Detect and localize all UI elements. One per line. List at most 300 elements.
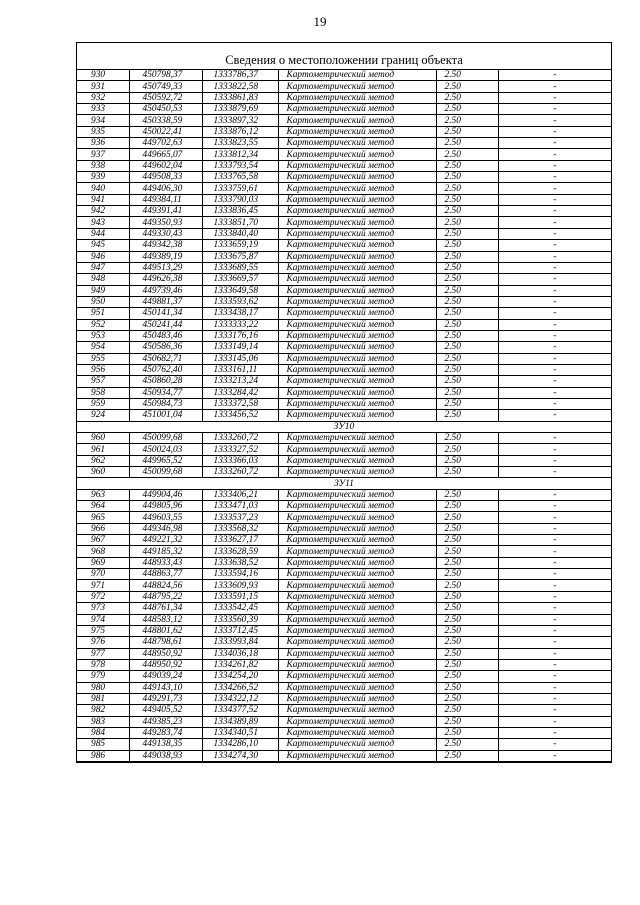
method-cell: Картометрический метод (278, 206, 436, 217)
table-row (77, 285, 611, 296)
y-coordinate-cell: 1333823,55 (202, 138, 278, 149)
point-number-cell: 933 (77, 104, 129, 115)
x-coordinate-cell: 449603,55 (129, 512, 202, 523)
x-coordinate-cell: 450099,68 (129, 433, 202, 444)
extra-info-cell: - (498, 591, 611, 602)
method-cell: Картометрический метод (278, 376, 436, 387)
extra-info-cell: - (498, 739, 611, 750)
y-coordinate-cell: 1333759,61 (202, 183, 278, 194)
y-coordinate-cell: 1333327,52 (202, 444, 278, 455)
method-cell: Картометрический метод (278, 172, 436, 183)
extra-info-cell: - (498, 501, 611, 512)
precision-cell: 2.50 (436, 467, 498, 478)
table-row (77, 580, 611, 591)
precision-cell: 2.50 (436, 648, 498, 659)
precision-cell: 2.50 (436, 217, 498, 228)
y-coordinate-cell: 1333638,52 (202, 557, 278, 568)
table-row (77, 70, 611, 81)
extra-info-cell: - (498, 115, 611, 126)
x-coordinate-cell: 449406,30 (129, 183, 202, 194)
method-cell: Картометрический метод (278, 115, 436, 126)
y-coordinate-cell: 1333537,23 (202, 512, 278, 523)
x-coordinate-cell: 450024,03 (129, 444, 202, 455)
y-coordinate-cell: 1333790,03 (202, 194, 278, 205)
table-row (77, 251, 611, 262)
precision-cell: 2.50 (436, 81, 498, 92)
method-cell: Картометрический метод (278, 444, 436, 455)
boundary-points-table (77, 70, 611, 762)
extra-info-cell: - (498, 535, 611, 546)
point-number-cell: 961 (77, 444, 129, 455)
precision-cell: 2.50 (436, 489, 498, 500)
table-row (77, 489, 611, 500)
method-cell: Картометрический метод (278, 467, 436, 478)
table-row (77, 591, 611, 602)
point-number-cell: 934 (77, 115, 129, 126)
extra-info-cell: - (498, 682, 611, 693)
x-coordinate-cell: 449384,11 (129, 194, 202, 205)
table-row (77, 705, 611, 716)
extra-info-cell: - (498, 546, 611, 557)
precision-cell: 2.50 (436, 296, 498, 307)
x-coordinate-cell: 448933,43 (129, 557, 202, 568)
y-coordinate-cell: 1334266,52 (202, 682, 278, 693)
point-number-cell: 975 (77, 625, 129, 636)
point-number-cell: 979 (77, 671, 129, 682)
section-label: ЗУ10 (77, 421, 611, 432)
point-number-cell: 968 (77, 546, 129, 557)
x-coordinate-cell: 450984,73 (129, 398, 202, 409)
method-cell: Картометрический метод (278, 81, 436, 92)
method-cell: Картометрический метод (278, 251, 436, 262)
x-coordinate-cell: 449508,33 (129, 172, 202, 183)
x-coordinate-cell: 448863,77 (129, 569, 202, 580)
table-body (77, 70, 611, 761)
x-coordinate-cell: 449221,32 (129, 535, 202, 546)
method-cell: Картометрический метод (278, 455, 436, 466)
x-coordinate-cell: 450934,77 (129, 387, 202, 398)
x-coordinate-cell: 449739,46 (129, 285, 202, 296)
point-number-cell: 939 (77, 172, 129, 183)
y-coordinate-cell: 1333568,32 (202, 523, 278, 534)
point-number-cell: 946 (77, 251, 129, 262)
extra-info-cell: - (498, 296, 611, 307)
table-row (77, 467, 611, 478)
y-coordinate-cell: 1333372,58 (202, 398, 278, 409)
precision-cell: 2.50 (436, 557, 498, 568)
x-coordinate-cell: 449185,32 (129, 546, 202, 557)
y-coordinate-cell: 1333993,84 (202, 637, 278, 648)
x-coordinate-cell: 448801,62 (129, 625, 202, 636)
y-coordinate-cell: 1333213,24 (202, 376, 278, 387)
precision-cell: 2.50 (436, 535, 498, 546)
point-number-cell: 944 (77, 228, 129, 239)
precision-cell: 2.50 (436, 637, 498, 648)
table-row (77, 92, 611, 103)
extra-info-cell: - (498, 433, 611, 444)
precision-cell: 2.50 (436, 149, 498, 160)
method-cell: Картометрический метод (278, 557, 436, 568)
x-coordinate-cell: 450141,34 (129, 308, 202, 319)
precision-cell: 2.50 (436, 410, 498, 421)
extra-info-cell: - (498, 160, 611, 171)
table-row (77, 353, 611, 364)
method-cell: Картометрический метод (278, 648, 436, 659)
x-coordinate-cell: 449330,43 (129, 228, 202, 239)
method-cell: Картометрический метод (278, 523, 436, 534)
x-coordinate-cell: 449283,74 (129, 727, 202, 738)
y-coordinate-cell: 1333456,52 (202, 410, 278, 421)
point-number-cell: 982 (77, 705, 129, 716)
table-row (77, 342, 611, 353)
extra-info-cell: - (498, 228, 611, 239)
y-coordinate-cell: 1333161,11 (202, 364, 278, 375)
method-cell: Картометрический метод (278, 716, 436, 727)
precision-cell: 2.50 (436, 387, 498, 398)
extra-info-cell: - (498, 671, 611, 682)
table-row (77, 637, 611, 648)
precision-cell: 2.50 (436, 251, 498, 262)
extra-info-cell: - (498, 364, 611, 375)
x-coordinate-cell: 450682,71 (129, 353, 202, 364)
table-row (77, 535, 611, 546)
point-number-cell: 984 (77, 727, 129, 738)
precision-cell: 2.50 (436, 172, 498, 183)
extra-info-cell: - (498, 183, 611, 194)
extra-info-cell: - (498, 126, 611, 137)
method-cell: Картометрический метод (278, 637, 436, 648)
x-coordinate-cell: 450483,46 (129, 330, 202, 341)
method-cell: Картометрический метод (278, 183, 436, 194)
x-coordinate-cell: 450860,28 (129, 376, 202, 387)
precision-cell: 2.50 (436, 115, 498, 126)
extra-info-cell: - (498, 308, 611, 319)
precision-cell: 2.50 (436, 160, 498, 171)
method-cell: Картометрический метод (278, 319, 436, 330)
y-coordinate-cell: 1333876,12 (202, 126, 278, 137)
precision-cell: 2.50 (436, 206, 498, 217)
x-coordinate-cell: 448583,12 (129, 614, 202, 625)
method-cell: Картометрический метод (278, 727, 436, 738)
precision-cell: 2.50 (436, 580, 498, 591)
point-number-cell: 965 (77, 512, 129, 523)
x-coordinate-cell: 449602,04 (129, 160, 202, 171)
table-row (77, 387, 611, 398)
point-number-cell: 963 (77, 489, 129, 500)
method-cell: Картометрический метод (278, 433, 436, 444)
extra-info-cell: - (498, 70, 611, 81)
point-number-cell: 970 (77, 569, 129, 580)
y-coordinate-cell: 1333628,59 (202, 546, 278, 557)
point-number-cell: 969 (77, 557, 129, 568)
extra-info-cell: - (498, 149, 611, 160)
x-coordinate-cell: 450798,37 (129, 70, 202, 81)
table-row (77, 274, 611, 285)
extra-info-cell: - (498, 138, 611, 149)
extra-info-cell: - (498, 569, 611, 580)
y-coordinate-cell: 1333836,45 (202, 206, 278, 217)
method-cell: Картометрический метод (278, 671, 436, 682)
y-coordinate-cell: 1333145,06 (202, 353, 278, 364)
point-number-cell: 953 (77, 330, 129, 341)
method-cell: Картометрический метод (278, 92, 436, 103)
y-coordinate-cell: 1333333,22 (202, 319, 278, 330)
method-cell: Картометрический метод (278, 296, 436, 307)
precision-cell: 2.50 (436, 512, 498, 523)
point-number-cell: 956 (77, 364, 129, 375)
method-cell: Картометрический метод (278, 262, 436, 273)
y-coordinate-cell: 1334389,89 (202, 716, 278, 727)
table-title: Сведения о местоположении границ объекта (77, 43, 611, 70)
extra-info-cell: - (498, 705, 611, 716)
x-coordinate-cell: 450022,41 (129, 126, 202, 137)
x-coordinate-cell: 449143,10 (129, 682, 202, 693)
precision-cell: 2.50 (436, 330, 498, 341)
point-number-cell: 980 (77, 682, 129, 693)
x-coordinate-cell: 450450,53 (129, 104, 202, 115)
table-row (77, 172, 611, 183)
y-coordinate-cell: 1333406,21 (202, 489, 278, 500)
point-number-cell: 985 (77, 739, 129, 750)
method-cell: Картометрический метод (278, 512, 436, 523)
point-number-cell: 978 (77, 659, 129, 670)
table-row (77, 455, 611, 466)
point-number-cell: 973 (77, 603, 129, 614)
precision-cell: 2.50 (436, 194, 498, 205)
y-coordinate-cell: 1334377,52 (202, 705, 278, 716)
precision-cell: 2.50 (436, 444, 498, 455)
x-coordinate-cell: 449904,46 (129, 489, 202, 500)
y-coordinate-cell: 1334254,20 (202, 671, 278, 682)
precision-cell: 2.50 (436, 262, 498, 273)
method-cell: Картометрический метод (278, 591, 436, 602)
method-cell: Картометрический метод (278, 569, 436, 580)
y-coordinate-cell: 1333786,37 (202, 70, 278, 81)
extra-info-cell: - (498, 444, 611, 455)
y-coordinate-cell: 1333659,19 (202, 240, 278, 251)
x-coordinate-cell: 449805,96 (129, 501, 202, 512)
table-row (77, 296, 611, 307)
extra-info-cell: - (498, 342, 611, 353)
y-coordinate-cell: 1333260,72 (202, 467, 278, 478)
point-number-cell: 962 (77, 455, 129, 466)
method-cell: Картометрический метод (278, 160, 436, 171)
x-coordinate-cell: 449965,52 (129, 455, 202, 466)
table-row (77, 512, 611, 523)
table-row (77, 104, 611, 115)
y-coordinate-cell: 1333765,58 (202, 172, 278, 183)
point-number-cell: 981 (77, 693, 129, 704)
x-coordinate-cell: 450099,68 (129, 467, 202, 478)
y-coordinate-cell: 1334274,30 (202, 750, 278, 761)
y-coordinate-cell: 1333594,16 (202, 569, 278, 580)
point-number-cell: 935 (77, 126, 129, 137)
precision-cell: 2.50 (436, 240, 498, 251)
extra-info-cell: - (498, 398, 611, 409)
point-number-cell: 945 (77, 240, 129, 251)
extra-info-cell: - (498, 455, 611, 466)
point-number-cell: 960 (77, 433, 129, 444)
point-number-cell: 954 (77, 342, 129, 353)
section-label: ЗУ11 (77, 478, 611, 489)
precision-cell: 2.50 (436, 228, 498, 239)
precision-cell: 2.50 (436, 591, 498, 602)
table-row (77, 126, 611, 137)
table-row (77, 569, 611, 580)
method-cell: Картометрический метод (278, 194, 436, 205)
x-coordinate-cell: 450586,36 (129, 342, 202, 353)
precision-cell: 2.50 (436, 353, 498, 364)
point-number-cell: 947 (77, 262, 129, 273)
precision-cell: 2.50 (436, 285, 498, 296)
method-cell: Картометрический метод (278, 342, 436, 353)
table-row (77, 727, 611, 738)
table-row (77, 115, 611, 126)
extra-info-cell: - (498, 750, 611, 761)
extra-info-cell: - (498, 330, 611, 341)
precision-cell: 2.50 (436, 523, 498, 534)
point-number-cell: 940 (77, 183, 129, 194)
extra-info-cell: - (498, 523, 611, 534)
precision-cell: 2.50 (436, 364, 498, 375)
x-coordinate-cell: 449346,98 (129, 523, 202, 534)
precision-cell: 2.50 (436, 308, 498, 319)
extra-info-cell: - (498, 217, 611, 228)
point-number-cell: 941 (77, 194, 129, 205)
extra-info-cell: - (498, 81, 611, 92)
precision-cell: 2.50 (436, 750, 498, 761)
y-coordinate-cell: 1333438,17 (202, 308, 278, 319)
precision-cell: 2.50 (436, 705, 498, 716)
table-row (77, 671, 611, 682)
point-number-cell: 931 (77, 81, 129, 92)
y-coordinate-cell: 1333471,03 (202, 501, 278, 512)
table-row (77, 319, 611, 330)
table-row (77, 410, 611, 421)
y-coordinate-cell: 1333284,42 (202, 387, 278, 398)
table-row (77, 648, 611, 659)
precision-cell: 2.50 (436, 614, 498, 625)
y-coordinate-cell: 1333542,45 (202, 603, 278, 614)
y-coordinate-cell: 1333689,55 (202, 262, 278, 273)
extra-info-cell: - (498, 206, 611, 217)
table-row (77, 659, 611, 670)
table-row (77, 546, 611, 557)
table-row (77, 523, 611, 534)
x-coordinate-cell: 450241,44 (129, 319, 202, 330)
method-cell: Картометрический метод (278, 398, 436, 409)
point-number-cell: 937 (77, 149, 129, 160)
point-number-cell: 986 (77, 750, 129, 761)
table-row (77, 603, 611, 614)
extra-info-cell: - (498, 274, 611, 285)
y-coordinate-cell: 1333840,40 (202, 228, 278, 239)
method-cell: Картометрический метод (278, 104, 436, 115)
method-cell: Картометрический метод (278, 614, 436, 625)
point-number-cell: 967 (77, 535, 129, 546)
table-row (77, 398, 611, 409)
point-number-cell: 964 (77, 501, 129, 512)
x-coordinate-cell: 450338,59 (129, 115, 202, 126)
precision-cell: 2.50 (436, 138, 498, 149)
extra-info-cell: - (498, 625, 611, 636)
point-number-cell: 955 (77, 353, 129, 364)
x-coordinate-cell: 449626,38 (129, 274, 202, 285)
point-number-cell: 942 (77, 206, 129, 217)
precision-cell: 2.50 (436, 603, 498, 614)
precision-cell: 2.50 (436, 682, 498, 693)
method-cell: Картометрический метод (278, 625, 436, 636)
table-row (77, 750, 611, 761)
x-coordinate-cell: 448950,92 (129, 659, 202, 670)
method-cell: Картометрический метод (278, 285, 436, 296)
method-cell: Картометрический метод (278, 274, 436, 285)
method-cell: Картометрический метод (278, 410, 436, 421)
extra-info-cell: - (498, 262, 611, 273)
page-number: 19 (313, 14, 327, 29)
precision-cell: 2.50 (436, 671, 498, 682)
y-coordinate-cell: 1333560,39 (202, 614, 278, 625)
table-row (77, 682, 611, 693)
x-coordinate-cell: 448950,92 (129, 648, 202, 659)
y-coordinate-cell: 1333822,58 (202, 81, 278, 92)
point-number-cell: 932 (77, 92, 129, 103)
method-cell: Картометрический метод (278, 308, 436, 319)
y-coordinate-cell: 1333260,72 (202, 433, 278, 444)
y-coordinate-cell: 1333366,03 (202, 455, 278, 466)
table-row (77, 433, 611, 444)
precision-cell: 2.50 (436, 342, 498, 353)
extra-info-cell: - (498, 410, 611, 421)
table-row (77, 81, 611, 92)
method-cell: Картометрический метод (278, 501, 436, 512)
extra-info-cell: - (498, 614, 611, 625)
point-number-cell: 974 (77, 614, 129, 625)
y-coordinate-cell: 1333851,70 (202, 217, 278, 228)
x-coordinate-cell: 449881,37 (129, 296, 202, 307)
extra-info-cell: - (498, 240, 611, 251)
method-cell: Картометрический метод (278, 240, 436, 251)
point-number-cell: 951 (77, 308, 129, 319)
x-coordinate-cell: 448761,34 (129, 603, 202, 614)
method-cell: Картометрический метод (278, 489, 436, 500)
extra-info-cell: - (498, 637, 611, 648)
point-number-cell: 948 (77, 274, 129, 285)
y-coordinate-cell: 1333609,93 (202, 580, 278, 591)
x-coordinate-cell: 448824,56 (129, 580, 202, 591)
y-coordinate-cell: 1333793,54 (202, 160, 278, 171)
y-coordinate-cell: 1334340,51 (202, 727, 278, 738)
extra-info-cell: - (498, 557, 611, 568)
table-row (77, 364, 611, 375)
table-row (77, 217, 611, 228)
point-number-cell: 977 (77, 648, 129, 659)
point-number-cell: 960 (77, 467, 129, 478)
table-row (77, 693, 611, 704)
x-coordinate-cell: 449405,52 (129, 705, 202, 716)
point-number-cell: 936 (77, 138, 129, 149)
x-coordinate-cell: 449138,35 (129, 739, 202, 750)
table-row (77, 625, 611, 636)
point-number-cell: 957 (77, 376, 129, 387)
extra-info-cell: - (498, 194, 611, 205)
precision-cell: 2.50 (436, 659, 498, 670)
precision-cell: 2.50 (436, 546, 498, 557)
point-number-cell: 959 (77, 398, 129, 409)
point-number-cell: 938 (77, 160, 129, 171)
extra-info-cell: - (498, 251, 611, 262)
method-cell: Картометрический метод (278, 330, 436, 341)
